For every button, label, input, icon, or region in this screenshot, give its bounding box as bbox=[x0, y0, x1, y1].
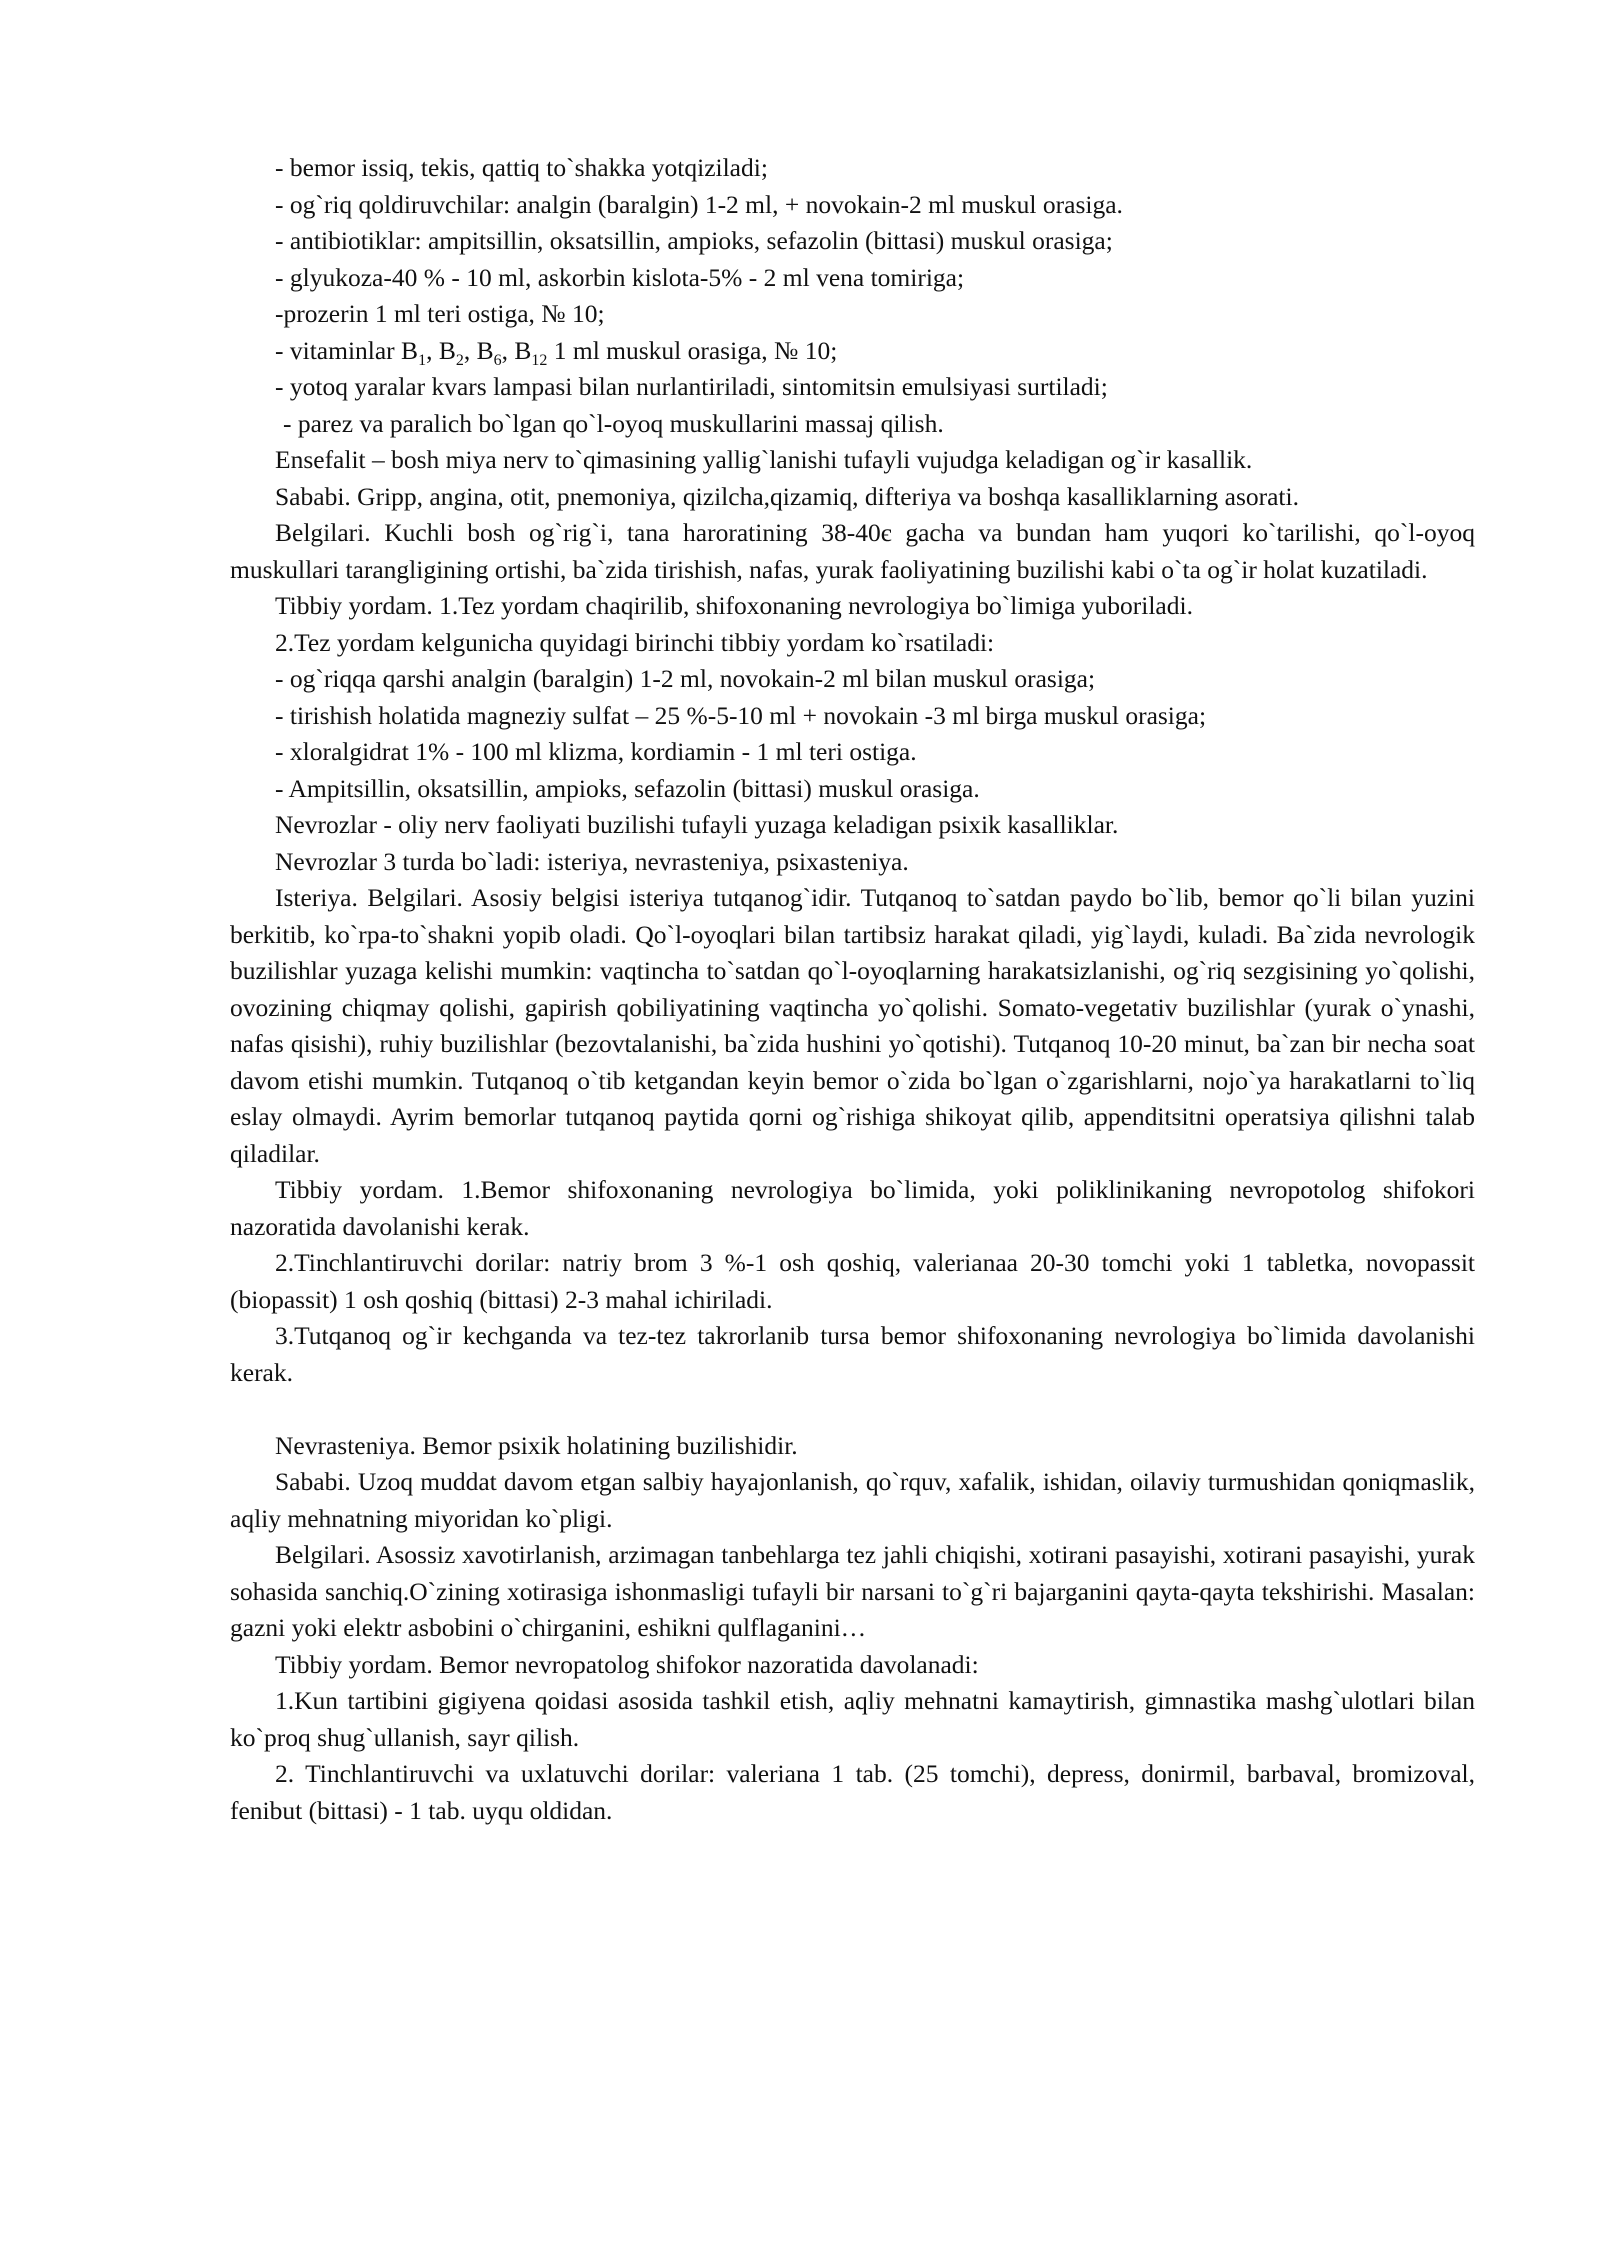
document-page bbox=[230, 150, 1475, 1829]
treatment-line-analgesics: - og`riq qoldiruvchilar: analgin (baralgin) 1-2 ml, + novokain-2 ml muskul orasiga. bbox=[275, 189, 1123, 219]
paragraph-cause: Sababi. Gripp, angina, otit, pnemoniya, qizilcha,qizamiq, difteriya va boshqa kasalliklarning asorati. bbox=[275, 481, 1299, 511]
first-aid-line-magnesium: - tirishish holatida magneziy sulfat – 25 %-5-10 ml + novokain -3 ml birga muskul orasiga; bbox=[275, 700, 1207, 730]
treatment-line-bedsores: - yotoq yaralar kvars lampasi bilan nurlantiriladi, sintomitsin emulsiyasi surtiladi; bbox=[275, 372, 1108, 401]
paragraph-neuroses: Nevrozlar - oliy nerv faoliyati buzilishi tufayli yuzaga keladigan psixik kasalliklar. bbox=[275, 810, 1119, 839]
first-aid-line-analgesic: - og`riqqa qarshi analgin (baralgin) 1-2 ml, novokain-2 ml bilan muskul orasiga; bbox=[275, 664, 1096, 693]
paragraph-hysteria-aid-1: Tibbiy yordam. 1.Bemor shifoxonaning nevrologiya bo`limida, yoki poliklinikaning nevropotolog shifokori nazoratida davolanishi kerak. bbox=[230, 1175, 1475, 1241]
paragraph-neurasthenia-cause: Sababi. Uzoq muddat davom etgan salbiy hayajonlanish, qo`rquv, xafalik, ishidan, oilaviy turmushidan qoniqmaslik, aqliy mehnatning miyoridan ko`pligi. bbox=[230, 1467, 1475, 1533]
treatment-line-bed: - bemor issiq, tekis, qattiq to`shakka yotqiziladi; bbox=[275, 153, 768, 182]
paragraph-hysteria-aid-3: 3.Tutqanoq og`ir kechganda va tez-tez takrorlanib tursa bemor shifoxonaning nevrologiya bo`limida davolanishi kerak. bbox=[230, 1321, 1475, 1387]
first-aid-line-chloral: - xloralgidrat 1% - 100 ml klizma, kordiamin - 1 ml teri ostiga. bbox=[275, 737, 917, 766]
paragraph-neurasthenia-aid-2: 2. Tinchlantiruvchi va uxlatuvchi dorilar: valeriana 1 tab. (25 tomchi), depress, donirmil, barbaval, bromizoval, fenibut (bittasi) - 1 tab. uyqu oldidan. bbox=[230, 1759, 1475, 1825]
treatment-line-glucose: - glyukoza-40 % - 10 ml, askorbin kislota-5% - 2 ml vena tomiriga; bbox=[275, 262, 965, 292]
paragraph-neurasthenia-aid: Tibbiy yordam. Bemor nevropatolog shifokor nazoratida davolanadi: bbox=[275, 1649, 979, 1679]
paragraph-neurasthenia: Nevrasteniya. Bemor psixik holatining buzilishidir. bbox=[275, 1430, 798, 1460]
treatment-line-prozerin: -prozerin 1 ml teri ostiga, № 10; bbox=[275, 299, 605, 328]
paragraph-hysteria: Isteriya. Belgilari. Asosiy belgisi isteriya tutqanog`idir. Tutqanoq to`satdan paydo bo`lib, bemor qo`li bilan yuzini berkitib, ko`rpa-to`shakni yopib oladi. Qo`l-oyoqlari bilan tartibsiz harakat qiladi, yig`laydi, kuladi. Ba`zida nevrologik buzilishlar yuzaga kelishi mumkin: vaqtincha to`satdan qo`l-oyoqlarning harakatsizlanishi, og`riq sezgisining yo`qolishi, ovozining chiqmay qolishi, gapirish qobiliyatining vaqtincha yo`qolishi. Somato-vegetativ buzilishlar (yurak o`ynashi, nafas qisishi), ruhiy buzilishlar (bezovtalanishi, ba`zida hushini yo`qotishi). Tutqanoq 10-20 minut, ba`zan bir necha soat davom etishi mumkin. Tutqanoq o`tib ketgandan keyin bemor o`zida bo`lgan o`zgarishlarni, nojo`ya harakatlarni to`liq eslay olmaydi. Ayrim bemorlar tutqanoq paytida qorni og`rishiga shikoyat qilib, appenditsitni operatsiya qilishni talab qiladilar. bbox=[230, 883, 1475, 1168]
paragraph-hysteria-aid-2: 2.Tinchlantiruvchi dorilar: natriy brom 3 %-1 osh qoshiq, valerianaa 20-30 tomchi yoki 1 tabletka, novopassit (biopassit) 1 osh qoshiq (bittasi) 2-3 mahal ichiriladi. bbox=[230, 1248, 1475, 1314]
first-aid-line-antibiotics: - Ampitsillin, oksatsillin, ampioks, sefazolin (bittasi) muskul orasiga. bbox=[275, 773, 980, 803]
blank-line bbox=[230, 1391, 1475, 1428]
paragraph-medical-aid: Tibbiy yordam. 1.Tez yordam chaqirilib, shifoxonaning nevrologiya bo`limiga yuboriladi. bbox=[275, 591, 1193, 620]
treatment-line-vitamins: - vitaminlar $B_1$, $B_2$, $B_6$, $B_{12}$ 1 ml muskul orasiga, № 10; bbox=[275, 335, 838, 369]
paragraph-neurasthenia-aid-1: 1.Kun tartibini gigiyena qoidasi asosida tashkil etish, aqliy mehnatni kamaytirish, gimnastika mashg`ulotlari bilan ko`proq shug`ullanish, sayr qilish. bbox=[230, 1686, 1475, 1752]
paragraph-symptoms: Belgilari. Kuchli bosh og`rig`i, tana haroratining 38-40є gacha va bundan ham yuqori ko`tarilishi, qo`l-oyoq muskullari tarangligining ortishi, ba`zida tirishish, nafas, yurak faoliyatining buzilishi kabi o`ta og`ir holat kuzatiladi. bbox=[230, 518, 1475, 584]
paragraph-neurasthenia-symptoms: Belgilari. Asossiz xavotirlanish, arzimagan tanbehlarga tez jahli chiqishi, xotirani pasayishi, xotirani pasayishi, yurak sohasida sanchiq.O`zining xotirasiga ishonmasligi tufayli bir narsani to`g`ri bajarganini qayta-qayta tekshirishi. Masalan: gazni yoki elektr asbobini o`chirganini, eshikni qulflaganini… bbox=[230, 1540, 1475, 1642]
treatment-line-antibiotics: - antibiotiklar: ampitsillin, oksatsillin, ampioks, sefazolin (bittasi) muskul orasiga; bbox=[275, 226, 1113, 255]
paragraph-first-aid: 2.Tez yordam kelgunicha quyidagi birinchi tibbiy yordam ko`rsatiladi: bbox=[275, 627, 995, 657]
treatment-line-massage: - parez va paralich bo`lgan qo`l-oyoq muskullarini massaj qilish. bbox=[283, 408, 944, 438]
paragraph-encephalitis: Ensefalit – bosh miya nerv to`qimasining yallig`lanishi tufayli vujudga keladigan og`ir kasallik. bbox=[275, 445, 1253, 474]
paragraph-neuroses-types: Nevrozlar 3 turda bo`ladi: isteriya, nevrasteniya, psixasteniya. bbox=[275, 846, 909, 876]
